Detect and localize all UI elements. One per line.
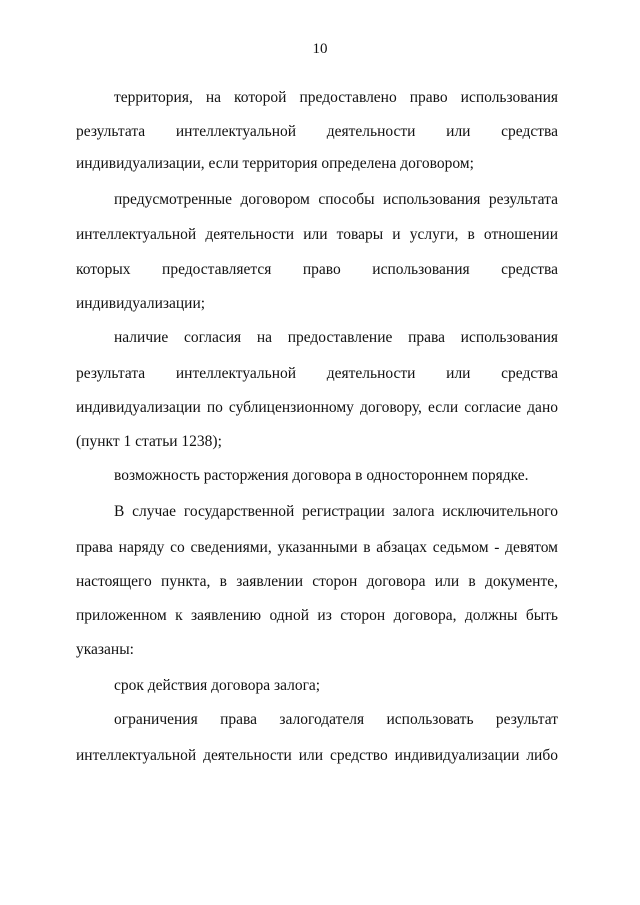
page-number: 10 [312, 41, 328, 57]
paragraph-5-line-5: указаны: [76, 641, 134, 658]
paragraph-2-line-3: которых предоставляется право использования средства [76, 261, 558, 278]
paragraph-5-line-2: права наряду со сведениями, указанными в абзацах седьмом - девятом [76, 539, 558, 556]
paragraph-2-line-2: интеллектуальной деятельности или товары и услуги, в отношении [76, 226, 558, 243]
paragraph-3-line-4: (пункт 1 статьи 1238); [76, 433, 222, 450]
paragraph-1-line-1: территория, на которой предоставлено право использования [114, 89, 558, 106]
paragraph-3-line-1: наличие согласия на предоставление права использования [114, 329, 558, 346]
paragraph-4-line-1: возможность расторжения договора в одностороннем порядке. [114, 467, 529, 484]
paragraph-1-line-3: индивидуализации, если территория определена договором; [76, 155, 474, 172]
paragraph-2-line-1: предусмотренные договором способы использования результата [114, 191, 558, 208]
paragraph-1-line-2: результата интеллектуальной деятельности или средства [76, 123, 558, 140]
paragraph-2-line-4: индивидуализации; [76, 295, 206, 312]
paragraph-7-line-2: интеллектуальной деятельности или средство индивидуализации либо [76, 747, 558, 764]
paragraph-5-line-3: настоящего пункта, в заявлении сторон договора или в документе, [76, 573, 558, 590]
paragraph-3-line-3: индивидуализации по сублицензионному договору, если согласие дано [76, 399, 558, 416]
paragraph-3-line-2: результата интеллектуальной деятельности или средства [76, 365, 558, 382]
paragraph-5-line-4: приложенном к заявлению одной из сторон договора, должны быть [76, 607, 558, 624]
paragraph-6-line-1: срок действия договора залога; [114, 677, 321, 694]
paragraph-5-line-1: В случае государственной регистрации залога исключительного [114, 503, 558, 520]
paragraph-7-line-1: ограничения права залогодателя использовать результат [114, 711, 558, 728]
